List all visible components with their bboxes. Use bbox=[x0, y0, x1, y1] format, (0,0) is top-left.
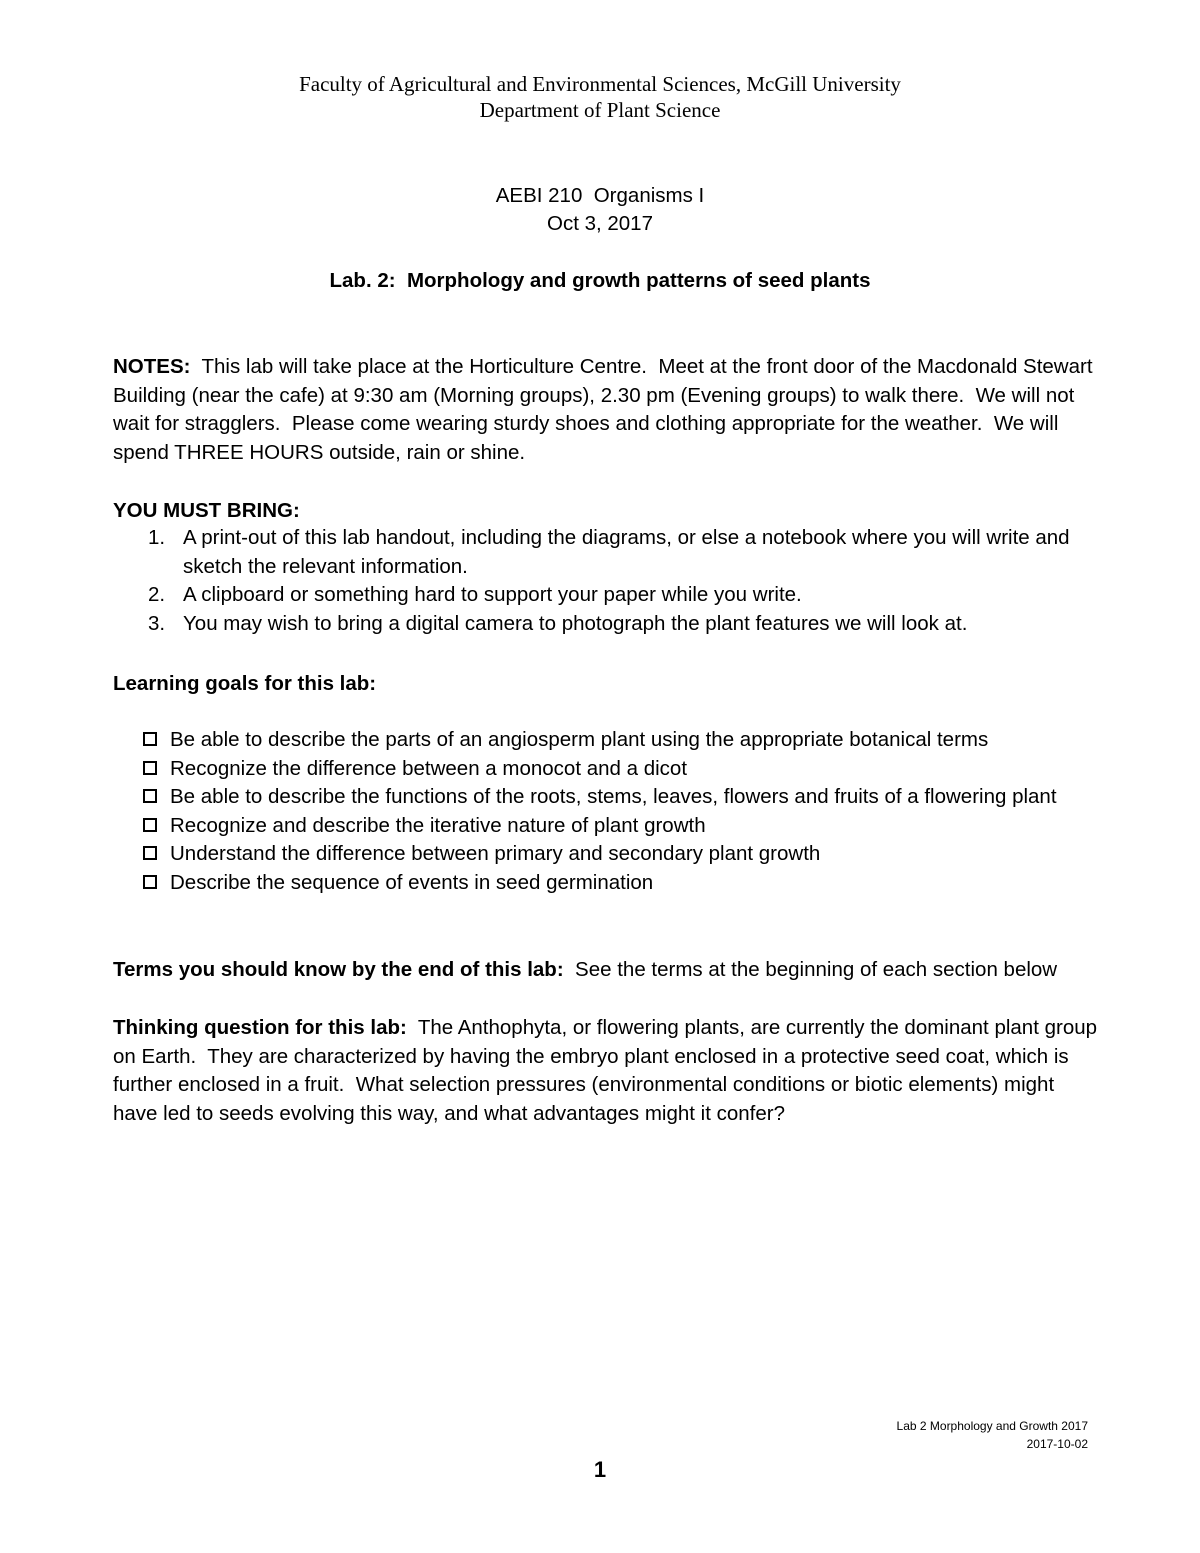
goal-item bbox=[170, 840, 1103, 869]
checkbox-icon bbox=[143, 761, 157, 775]
list-text: You may wish to bring a digital camera to photograph the plant features we will look at. bbox=[183, 611, 968, 635]
faculty-name: Faculty of Agricultural and Environmental Sciences, McGill University bbox=[299, 72, 901, 96]
bring-list bbox=[113, 524, 1103, 638]
checkbox-icon bbox=[143, 846, 157, 860]
course-code-title: AEBI 210 Organisms I bbox=[495, 184, 705, 207]
goal-text: Recognize and describe the iterative nature of plant growth bbox=[170, 813, 706, 837]
department-name: Department of Plant Science bbox=[479, 98, 721, 122]
notes-text: This lab will take place at the Horticulture Centre. Meet at the front door of the Macdonald Stewart Building (near the cafe) at 9:30 am (Morning groups), 2.30 pm (Evening groups) to walk there. We will not wait for stragglers. Please come wearing sturdy shoes and clothing appropriate for the weather. We will spend THREE HOURS outside, rain or shine. bbox=[113, 355, 1099, 464]
page-number: 1 bbox=[593, 1457, 607, 1482]
goal-text: Recognize the difference between a monocot and a dicot bbox=[170, 756, 688, 780]
list-text: A print-out of this lab handout, including the diagrams, or else a notebook where you will write and sketch the relevant information. bbox=[183, 526, 1070, 578]
checkbox-icon bbox=[143, 818, 157, 832]
list-number: 2. bbox=[148, 583, 166, 606]
list-number: 3. bbox=[148, 611, 166, 635]
goals-list bbox=[113, 726, 1103, 897]
goal-text: Be able to describe the functions of the roots, stems, leaves, flowers and fruits of a flowering plant bbox=[170, 785, 1057, 808]
notes-label: NOTES: bbox=[113, 355, 191, 378]
list-text: A clipboard or something hard to support your paper while you write. bbox=[183, 583, 802, 606]
goal-item bbox=[170, 726, 1103, 755]
checkbox-icon bbox=[143, 732, 157, 746]
goal-item bbox=[170, 783, 1103, 812]
institution-header bbox=[0, 71, 1200, 123]
checkbox-icon bbox=[143, 875, 157, 889]
list-number: 1. bbox=[148, 526, 166, 549]
terms-label: Terms you should know by the end of this lab: bbox=[113, 958, 564, 981]
goal-text: Understand the difference between primary and secondary plant growth bbox=[170, 842, 821, 865]
thinking-text: The Anthophyta, or flowering plants, are currently the dominant plant group on Earth. They are characterized by having the embryo plant enclosed in a protective seed coat, which is further enclosed in a fruit. What selection pressures (environmental conditions or biotic elements) might have led to seeds evolving this way, and what advantages might it confer? bbox=[113, 1016, 1103, 1125]
goal-text: Describe the sequence of events in seed germination bbox=[170, 870, 654, 894]
list-item bbox=[148, 581, 1103, 610]
goal-item bbox=[170, 755, 1103, 784]
lab-title: Lab. 2: Morphology and growth patterns of seed plants bbox=[329, 269, 871, 292]
list-item bbox=[148, 610, 1103, 639]
goals-heading: Learning goals for this lab: bbox=[113, 672, 377, 695]
footer-doc-title: Lab 2 Morphology and Growth 2017 bbox=[896, 1419, 1088, 1433]
notes-paragraph bbox=[113, 353, 1103, 467]
terms-paragraph bbox=[113, 956, 1103, 985]
thinking-label: Thinking question for this lab: bbox=[113, 1016, 407, 1039]
goal-item bbox=[170, 869, 1103, 898]
course-info bbox=[0, 182, 1200, 238]
list-item bbox=[148, 524, 1103, 581]
bring-heading: YOU MUST BRING: bbox=[113, 499, 300, 522]
course-date: Oct 3, 2017 bbox=[547, 212, 653, 235]
checkbox-icon bbox=[143, 789, 157, 803]
goal-item bbox=[170, 812, 1103, 841]
terms-text: See the terms at the beginning of each section below bbox=[563, 958, 1058, 981]
thinking-paragraph bbox=[113, 1014, 1103, 1128]
goal-text: Be able to describe the parts of an angiosperm plant using the appropriate botanical terms bbox=[170, 728, 989, 751]
footer-doc-date: 2017-10-02 bbox=[1026, 1437, 1088, 1451]
